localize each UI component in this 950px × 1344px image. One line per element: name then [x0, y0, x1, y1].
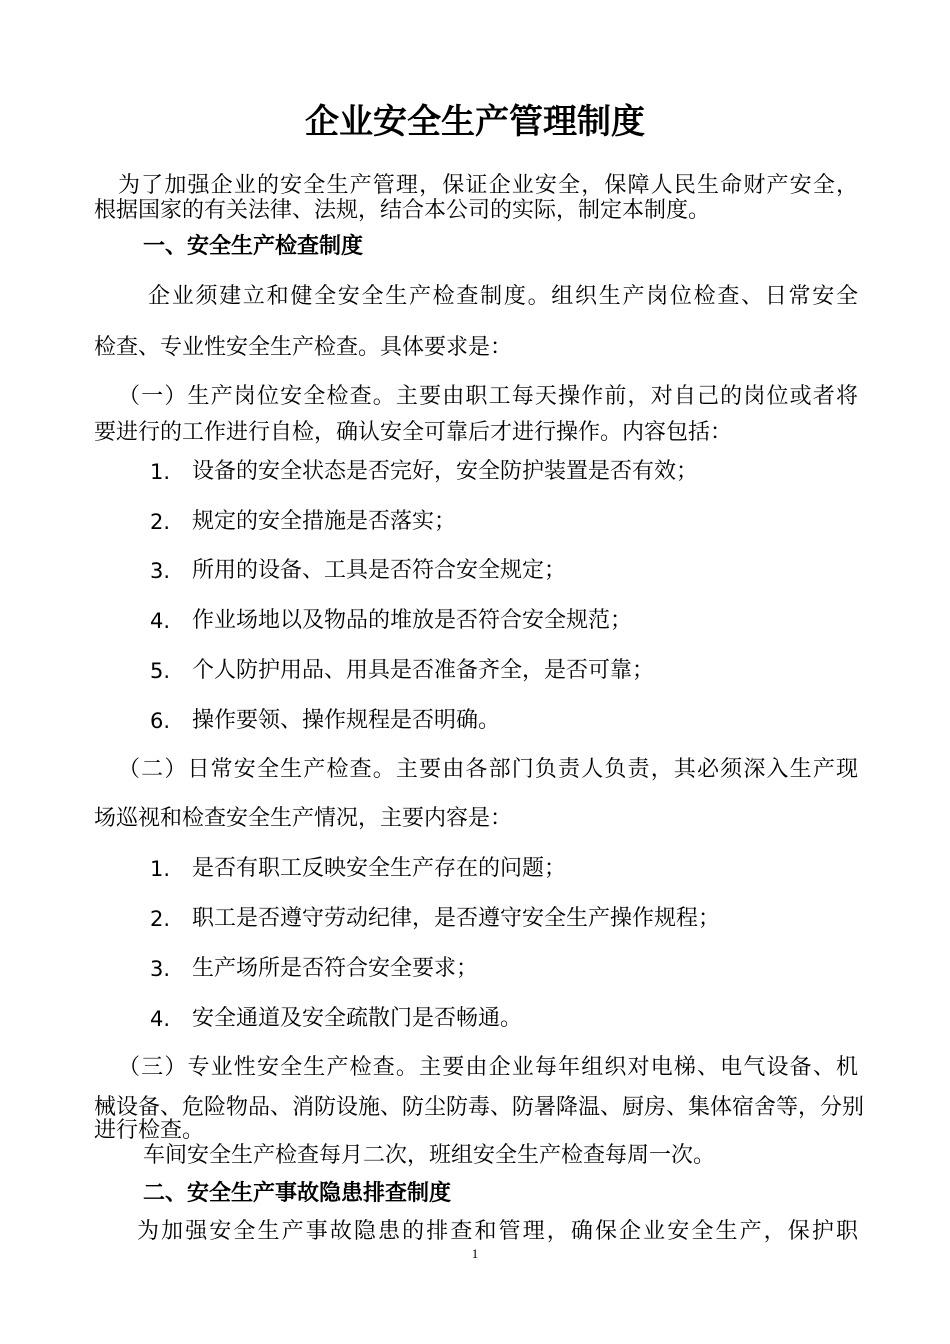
- list-item: 个人防护用品、用具是否准备齐全，是否可靠；: [192, 658, 655, 683]
- list-item-number: 6.: [150, 709, 171, 733]
- section2-heading: 二、安全生产事故隐患排查制度: [143, 1181, 452, 1206]
- list-item: 所用的设备、工具是否符合安全规定；: [192, 558, 567, 583]
- sub2-line-2: 场巡视和检查安全生产情况，主要内容是：: [94, 806, 513, 831]
- list-item-number: 3.: [150, 559, 171, 583]
- section1-para-line-1: 企业须建立和健全安全生产检查制度。组织生产岗位检查、日常安全: [148, 284, 858, 309]
- list-item-number: 1.: [150, 857, 171, 881]
- sub3-line-1: （三）专业性安全生产检查。主要由企业每年组织对电梯、电气设备、机: [118, 1055, 858, 1080]
- intro-line-1: 为了加强企业的安全生产管理，保证企业安全，保障人民生命财产安全，: [118, 173, 858, 198]
- sub3-line-3: 进行检查。: [94, 1118, 205, 1143]
- list-item: 规定的安全措施是否落实；: [192, 509, 457, 534]
- section2-para-line-1: 为加强安全生产事故隐患的排查和管理，确保企业安全生产，保护职: [137, 1219, 858, 1244]
- list-item: 安全通道及安全疏散门是否畅通。: [192, 1006, 523, 1031]
- list-item: 作业场地以及物品的堆放是否符合安全规范；: [192, 608, 633, 633]
- list-item-number: 5.: [150, 659, 171, 683]
- list-item: 设备的安全状态是否完好，安全防护装置是否有效；: [192, 459, 699, 484]
- list-item: 职工是否遵守劳动纪律，是否遵守安全生产操作规程；: [192, 906, 721, 931]
- page-number: 1: [471, 1246, 479, 1261]
- document-title: 企业安全生产管理制度: [305, 102, 645, 142]
- intro-line-2: 根据国家的有关法律、法规，结合本公司的实际，制定本制度。: [94, 198, 711, 223]
- section1-para-line-2: 检查、专业性安全生产检查。具体要求是：: [94, 335, 513, 360]
- list-item-number: 4.: [150, 1007, 171, 1031]
- sub1-line-1: （一）生产岗位安全检查。主要由职工每天操作前，对自己的岗位或者将: [118, 384, 858, 409]
- list-item-number: 2.: [150, 510, 171, 534]
- list-item: 是否有职工反映安全生产存在的问题；: [192, 856, 567, 881]
- list-item-number: 4.: [150, 609, 171, 633]
- list-item: 生产场所是否符合安全要求；: [192, 956, 479, 981]
- list-item-number: 1.: [150, 460, 171, 484]
- inspection-frequency: 车间安全生产检查每月二次，班组安全生产检查每周一次。: [143, 1143, 716, 1168]
- list-item-number: 2.: [150, 907, 171, 931]
- sub2-line-1: （二）日常安全生产检查。主要由各部门负责人负责，其必须深入生产现: [118, 757, 858, 782]
- sub1-line-2: 要进行的工作进行自检，确认安全可靠后才进行操作。内容包括：: [94, 420, 733, 445]
- list-item: 操作要领、操作规程是否明确。: [192, 708, 501, 733]
- list-item-number: 3.: [150, 957, 171, 981]
- sub3-line-2: 械设备、危险物品、消防设施、防尘防毒、防暑降温、厨房、集体宿舍等，分别: [94, 1095, 865, 1120]
- section1-heading: 一、安全生产检查制度: [143, 234, 364, 259]
